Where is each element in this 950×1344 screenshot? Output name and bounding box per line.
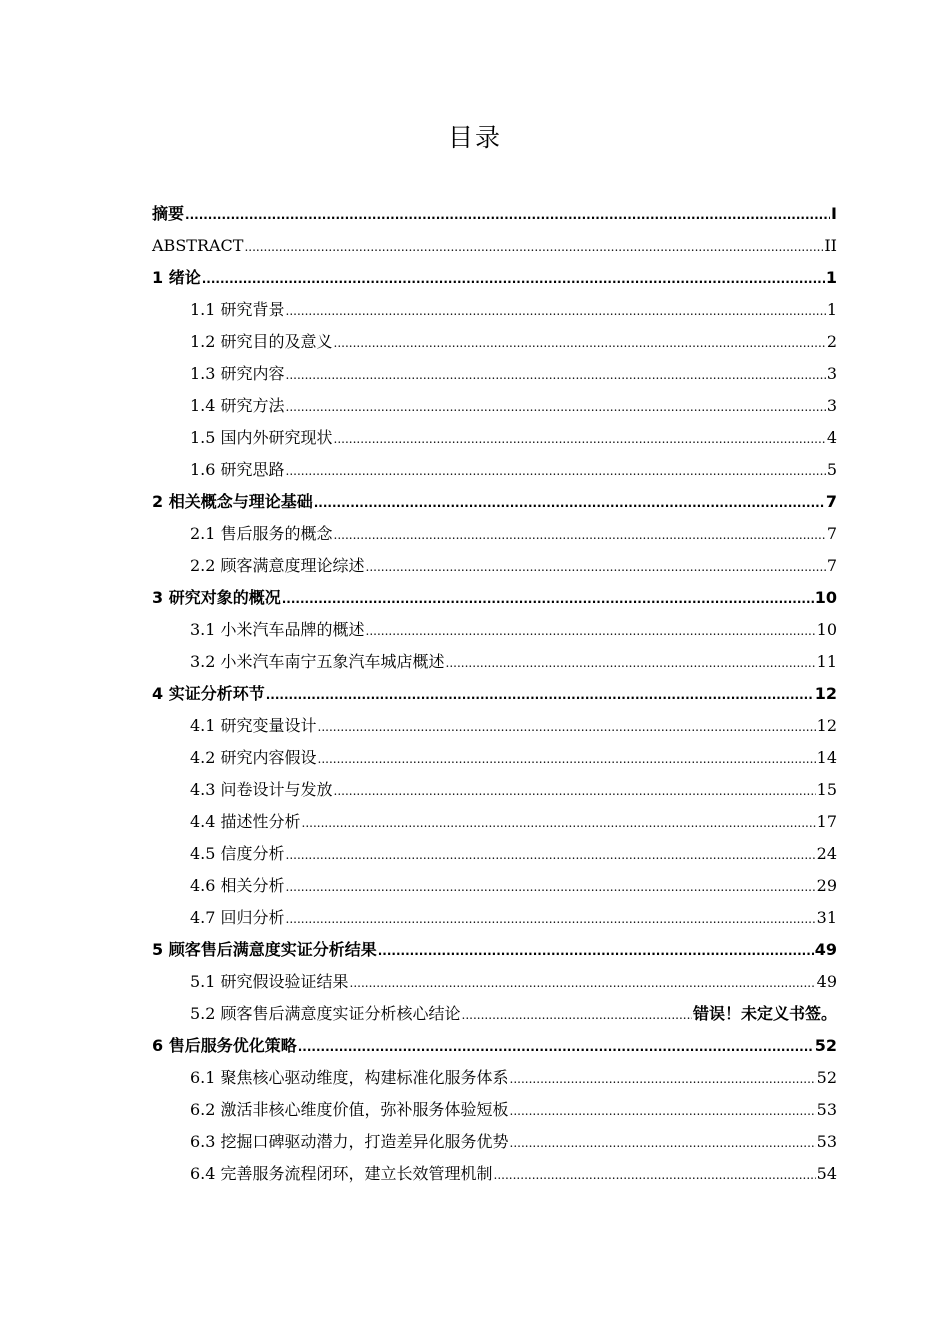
toc-dot-leader [286,455,826,487]
toc-entry-label: ABSTRACT [152,236,244,255]
toc-entry-page-number: I [831,204,837,223]
toc-entry-page-number: 7 [826,556,837,575]
toc-dot-leader [282,583,814,615]
toc-entry[interactable] [152,454,837,486]
toc-entry[interactable] [152,326,837,358]
toc-dot-leader [286,295,826,327]
toc-entry-page-number: 53 [816,1100,837,1119]
toc-entry-page-number: 11 [816,652,837,671]
toc-dot-leader [334,423,826,455]
toc-dot-leader [510,1063,816,1095]
toc-entry-page-number: 29 [816,876,837,895]
toc-entry-page-number: 12 [816,716,837,735]
toc-dot-leader [314,487,825,519]
toc-entry-page-number: 52 [816,1068,837,1087]
toc-entry[interactable] [152,902,837,934]
toc-entry-error-text: 错误！未定义书签。 [692,1004,837,1023]
toc-entry-label: 3.1 小米汽车品牌的概述 [190,620,365,639]
toc-dot-leader [318,711,816,743]
toc-entry-page-number: 7 [825,492,837,511]
toc-dot-leader [302,807,816,839]
toc-entry-page-number: 5 [826,460,837,479]
toc-dot-leader [318,743,816,775]
toc-dot-leader [286,871,816,903]
toc-entry-label: 4.6 相关分析 [190,876,285,895]
toc-entry[interactable] [152,1158,837,1190]
toc-dot-leader [298,1031,814,1063]
toc-dot-leader [202,263,825,295]
toc-entry-label: 1.1 研究背景 [190,300,285,319]
toc-entry[interactable] [152,870,837,902]
toc-entry-label: 6.3 挖掘口碑驱动潜力，打造差异化服务优势 [190,1132,509,1151]
toc-entry-page-number: 2 [826,332,837,351]
toc-dot-leader [494,1159,816,1191]
toc-entry[interactable] [152,614,837,646]
toc-entry[interactable] [152,1126,837,1158]
toc-entry[interactable] [152,422,837,454]
toc-dot-leader [446,647,816,679]
toc-entry-label: 5.1 研究假设验证结果 [190,972,349,991]
toc-dot-leader [366,551,826,583]
toc-entry-label: 1.6 研究思路 [190,460,285,479]
toc-dot-leader [185,199,830,231]
toc-entry-page-number: 4 [826,428,837,447]
toc-entry-page-number: 31 [816,908,837,927]
toc-dot-leader [462,999,692,1031]
toc-entry[interactable] [152,710,837,742]
toc-entry-label: 1.3 研究内容 [190,364,285,383]
toc-entry-label: 4.3 问卷设计与发放 [190,780,333,799]
toc-entry-label: 5.2 顾客售后满意度实证分析核心结论 [190,1004,461,1023]
toc-entry-page-number: 7 [826,524,837,543]
toc-entry[interactable] [152,966,837,998]
toc-entry-page-number: 49 [816,972,837,991]
toc-entry-page-number: 24 [816,844,837,863]
toc-entry[interactable] [152,742,837,774]
toc-entry-page-number: 54 [816,1164,837,1183]
toc-entry-page-number: 1 [826,300,837,319]
toc-dot-leader [286,391,826,423]
toc-entry[interactable] [152,486,837,518]
toc-entry[interactable] [152,550,837,582]
toc-entry-label: 3 研究对象的概况 [152,588,281,607]
toc-entry-label: 1.5 国内外研究现状 [190,428,333,447]
toc-entry-page-number: 49 [814,940,837,959]
toc-entry-label: 6 售后服务优化策略 [152,1036,297,1055]
toc-dot-leader [244,231,823,263]
toc-dot-leader [378,935,814,967]
toc-entry-label: 4.7 回归分析 [190,908,285,927]
toc-entry[interactable] [152,1030,837,1062]
toc-dot-leader [286,359,826,391]
toc-entry-label: 4.2 研究内容假设 [190,748,317,767]
toc-entry[interactable] [152,934,837,966]
toc-entry-page-number: 10 [816,620,837,639]
toc-dot-leader [334,775,816,807]
toc-entry-page-number: 3 [826,396,837,415]
toc-entry[interactable] [152,262,837,294]
toc-entry-label: 4.4 描述性分析 [190,812,301,831]
toc-entry-page-number: II [824,236,837,255]
toc-entry-page-number: 14 [816,748,837,767]
page-title: 目录 [447,123,502,152]
toc-entry-page-number: 52 [814,1036,837,1055]
toc-entry[interactable] [152,518,837,550]
toc-dot-leader [350,967,816,999]
toc-entry[interactable] [152,806,837,838]
toc-entry[interactable] [152,838,837,870]
toc-entry[interactable] [152,646,837,678]
toc-entry-label: 4.1 研究变量设计 [190,716,317,735]
toc-dot-leader [510,1127,816,1159]
toc-entry-page-number: 12 [814,684,837,703]
toc-entry-label: 4 实证分析环节 [152,684,265,703]
toc-entry[interactable] [152,230,837,262]
toc-entry[interactable] [152,198,837,230]
toc-dot-leader [334,519,826,551]
toc-entry[interactable] [152,358,837,390]
toc-entry[interactable] [152,582,837,614]
toc-entry-page-number: 15 [816,780,837,799]
toc-entry[interactable] [152,294,837,326]
toc-entry-label: 1.4 研究方法 [190,396,285,415]
toc-entry-label: 6.1 聚焦核心驱动维度，构建标准化服务体系 [190,1068,509,1087]
toc-dot-leader [286,839,816,871]
toc-entry[interactable] [152,390,837,422]
toc-entry-label: 3.2 小米汽车南宁五象汽车城店概述 [190,652,445,671]
toc-entry-label: 1.2 研究目的及意义 [190,332,333,351]
toc-entry-label: 4.5 信度分析 [190,844,285,863]
toc-entry-label: 6.2 激活非核心维度价值，弥补服务体验短板 [190,1100,509,1119]
toc-dot-leader [286,903,816,935]
toc-entry-label: 2.1 售后服务的概念 [190,524,333,543]
toc-entry-label: 6.4 完善服务流程闭环，建立长效管理机制 [190,1164,493,1183]
toc-entry-page-number: 17 [816,812,837,831]
toc-entry-page-number: 1 [825,268,837,287]
toc-list [152,198,837,1190]
toc-entry-label: 2.2 顾客满意度理论综述 [190,556,365,575]
toc-entry-label: 摘要 [152,204,185,223]
toc-entry[interactable] [152,998,837,1030]
toc-entry-page-number: 10 [814,588,837,607]
toc-entry[interactable] [152,1062,837,1094]
toc-entry-label: 1 绪论 [152,268,201,287]
toc-entry[interactable] [152,678,837,710]
toc-dot-leader [366,615,816,647]
toc-dot-leader [334,327,826,359]
toc-entry[interactable] [152,774,837,806]
toc-entry-page-number: 53 [816,1132,837,1151]
toc-dot-leader [266,679,814,711]
toc-entry-page-number: 3 [826,364,837,383]
toc-entry-label: 2 相关概念与理论基础 [152,492,313,511]
toc-entry-label: 5 顾客售后满意度实证分析结果 [152,940,377,959]
toc-dot-leader [510,1095,816,1127]
toc-entry[interactable] [152,1094,837,1126]
